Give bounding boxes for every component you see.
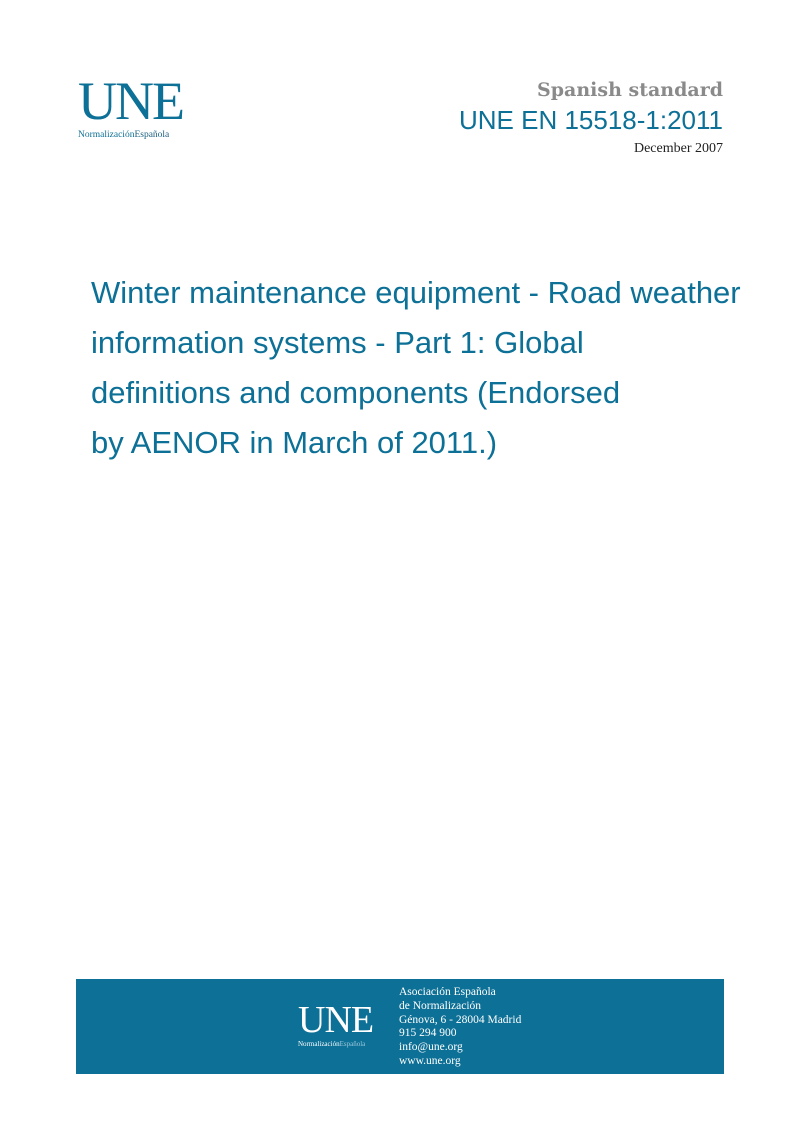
website-url: www.une.org [399, 1054, 461, 1067]
standard-kind: Spanish standard [537, 79, 723, 101]
phone-number: 915 294 900 [399, 1027, 457, 1040]
une-logo [78, 71, 192, 140]
standard-code: UNE EN 15518-1:2011 [458, 105, 723, 135]
title-line: information systems - Part 1: Global [91, 325, 584, 360]
standard-date: December 2007 [633, 141, 723, 156]
footer-logo-subtitle: NormalizaciónEspañola [298, 1040, 366, 1048]
title-line: definitions and components (Endorsed [91, 375, 621, 410]
address-line: Génova, 6 - 28004 Madrid [399, 1013, 522, 1026]
footer-address [399, 986, 521, 1069]
une-logo-mark: UNE [78, 71, 183, 131]
title-line: Winter maintenance equipment - Road weather [91, 275, 741, 310]
une-logo-subtitle: NormalizaciónEspañola [78, 130, 170, 140]
address-line: de Normalización [399, 999, 482, 1012]
address-line: Asociación Española [399, 986, 496, 998]
title-line: by AENOR in March of 2011.) [91, 425, 498, 460]
footer-banner [76, 979, 724, 1074]
standard-header [459, 79, 723, 157]
footer-logo-mark: UNE [298, 999, 374, 1041]
footer-logo [298, 1001, 373, 1048]
document-title [91, 268, 771, 468]
email-address: info@une.org [399, 1041, 463, 1054]
